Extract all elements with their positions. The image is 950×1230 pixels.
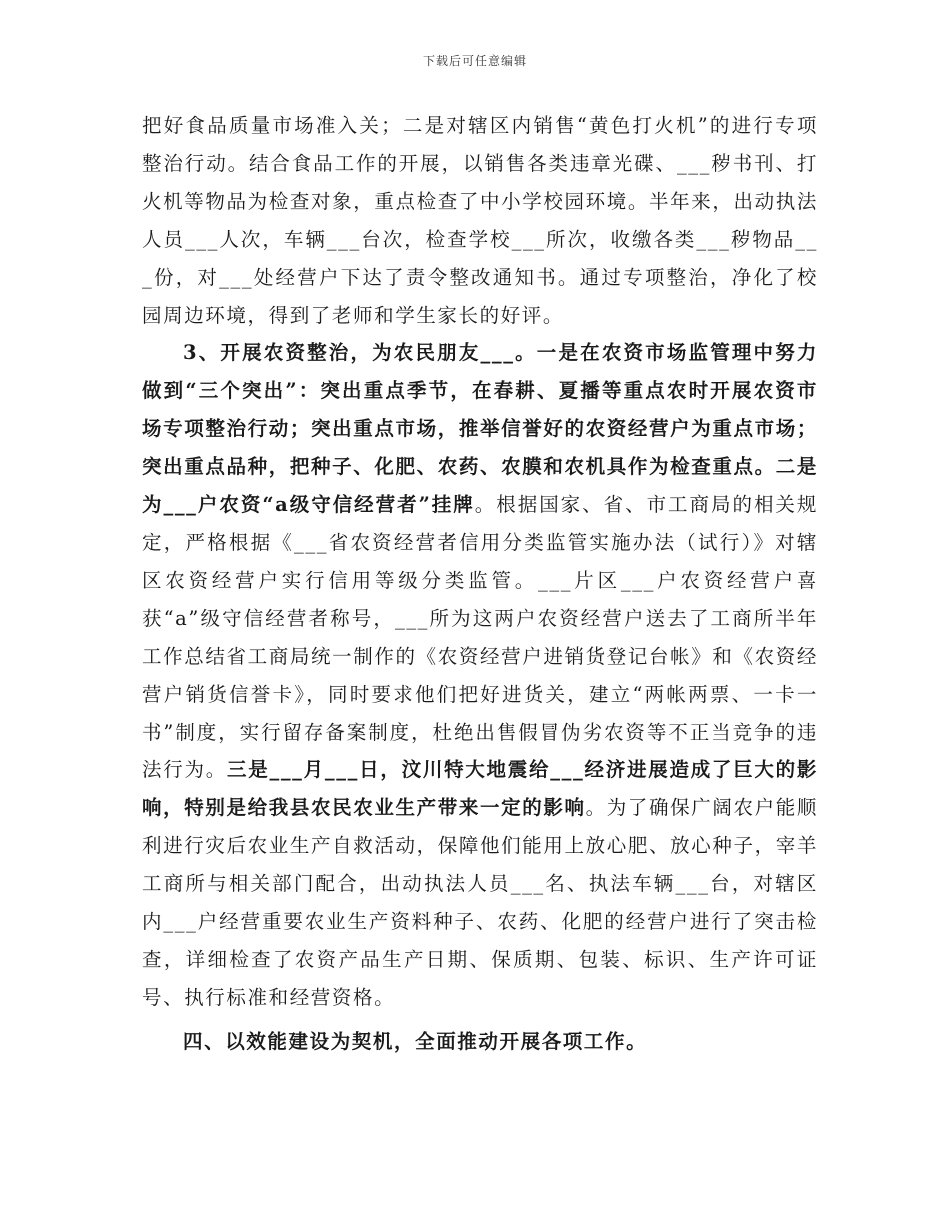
document-body [142,107,818,1061]
agri-supplies-lead: 3、开展农资整治，为农民朋友___。一是在农资市场监管理中努力做到“三个突出”：突出重点季节，在春耕、夏播等重点农时开展农资市场专项整治行动；突出重点市场，推举信誉好的农资经营户为重点市场；突出重点品种，把种子、化肥、农药、农膜和农机具作为检查重点。二是为___户农资“a级守信经营者”挂牌 [142,341,818,517]
section-heading-4: 四、以效能建设为契机，全面推动开展各项工作。 [183,1029,648,1053]
paragraph-food-safety: 把好食品质量市场准入关；二是对辖区内销售“黄色打火机”的进行专项整治行动。结合食品工作的开展，以销售各类违章光碟、___秽书刊、打火机等物品为检查对象，重点检查了中小学校园环境。半年来，出动执法人员___人次，车辆___台次，检查学校___所次，收缴各类___秽物品___份，对___处经营户下达了责令整改通知书。通过专项整治，净化了校园周边环境，得到了老师和学生家长的好评。 [142,114,818,327]
earthquake-lead: 三是___月___日，汶川特大地震给___经济进展造成了巨大的影响，特别是给我县农民农业生产带来一定的影响 [142,758,819,820]
agri-supplies-detail: 。根据国家、省、市工商局的相关规定，严格根据《___省农资经营者信用分类监管实施办法（试行）》对辖区农资经营户实行信用等级分类监管。___片区___户农资经营户喜获“a”级守信经营者称号，___所为这两户农资经营户送去了工商所半年工作总结省工商局统一制作的《农资经营户进销货登记台帐》和《农资经营户销货信誉卡》，同时要求他们把好进货关，建立“两帐两票、一卡一书”制度，实行留存备案制度，杜绝出售假冒伪劣农资等不正当竞争的违法行为。 [142,493,818,782]
earthquake-detail: 。为了确保广阔农户能顺利进行灾后农业生产自救活动，保障他们能用上放心肥、放心种子，宰羊工商所与相关部门配合，出动执法人员___名、执法车辆___台，对辖区内___户经营重要农业生产资料种子、农药、化肥的经营户进行了突击检查，详细检查了农资产品生产日期、保质期、包装、标识、生产许可证号、执行标准和经营资格。 [142,796,818,1009]
paragraph-agri-supplies [142,334,818,1016]
page-header: 下载后可任意编辑 [422,54,527,68]
